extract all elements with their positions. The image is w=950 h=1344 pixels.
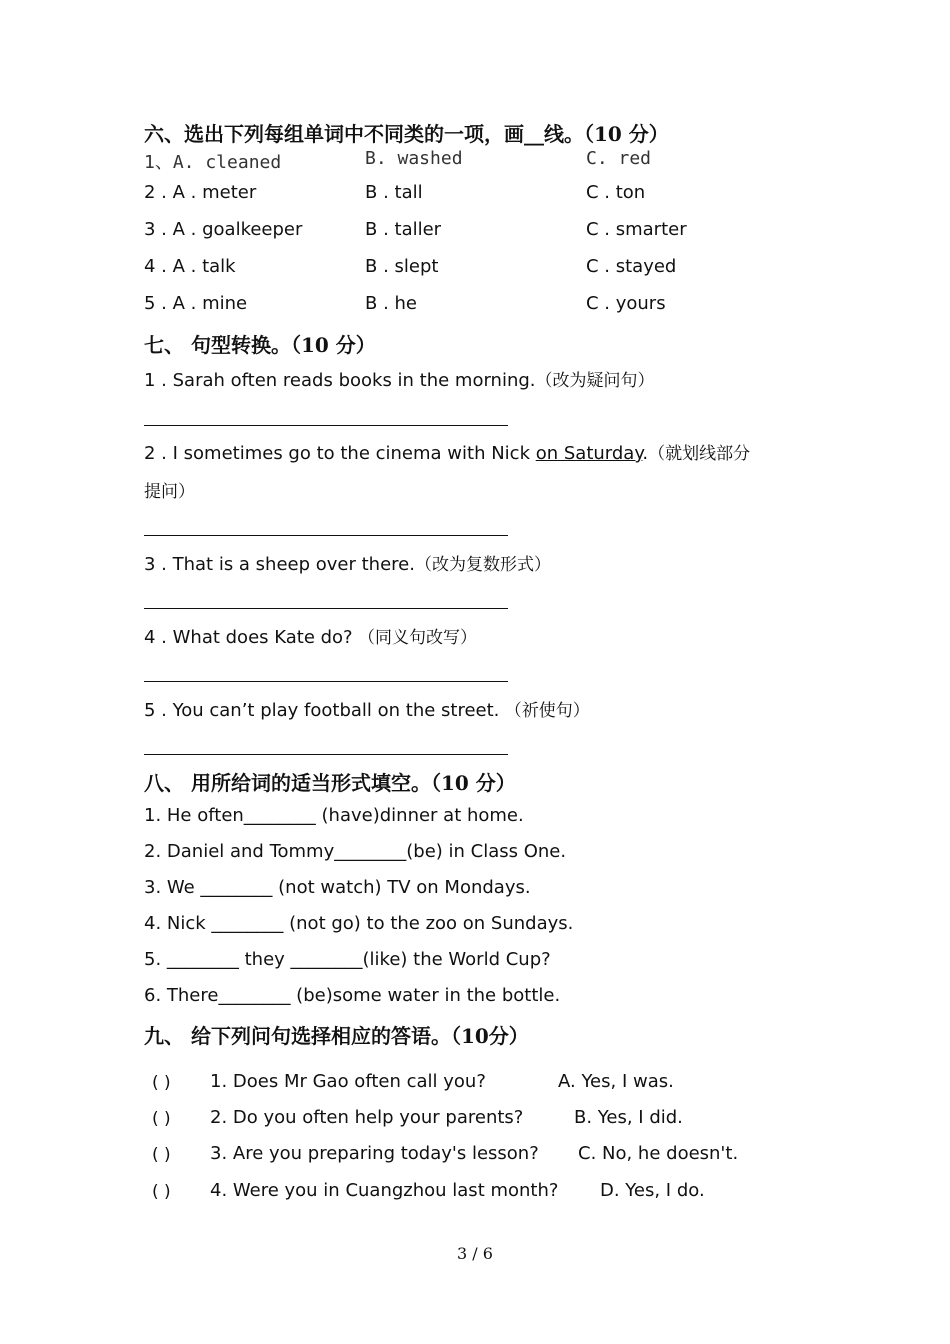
s7-q5-text: 5 . You can’t play football on the street.: [144, 700, 500, 721]
s7-answer-line-1[interactable]: [144, 425, 508, 426]
s7-q3-text: 3 . That is a sheep over there.: [144, 554, 415, 575]
s6-row1-option-c: C. red: [586, 148, 652, 169]
s7-answer-line-2[interactable]: [144, 535, 508, 536]
s8-item-4: 4. Nick ________ (not go) to the zoo on Sundays.: [144, 913, 574, 934]
section-9-heading: 九、 给下列问句选择相应的答语。（10分）: [144, 1024, 529, 1048]
s7-q4-instruction: （同义句改写）: [352, 628, 478, 648]
s6-row3-option-b: B . taller: [365, 219, 442, 240]
s7-answer-line-3[interactable]: [144, 608, 508, 609]
s7-q2-period: .: [642, 443, 649, 464]
s6-row2-option-b: B . tall: [365, 182, 423, 203]
s7-q2-text: 2 . I sometimes go to the cinema with Nick: [144, 443, 536, 464]
s8-item-2: 2. Daniel and Tommy________(be) in Class One.: [144, 841, 567, 862]
s6-row2-option-c: C . ton: [586, 182, 646, 203]
s7-q2-instruction: （就划线部分: [648, 444, 751, 464]
s6-row1-option-b: B. washed: [365, 148, 463, 169]
s9-answer-paren-4[interactable]: ( ): [152, 1182, 171, 1202]
s6-row5-option-a: 5 . A . mine: [144, 293, 248, 314]
s6-row4-option-c: C . stayed: [586, 256, 677, 277]
s8-item-3: 3. We ________ (not watch) TV on Mondays.: [144, 877, 531, 898]
s7-q1-instruction: （改为疑问句）: [535, 371, 655, 391]
s7-answer-line-5[interactable]: [144, 754, 508, 755]
s7-q4-text: 4 . What does Kate do?: [144, 627, 353, 648]
s7-q2-underlined-phrase: on Saturday: [535, 443, 643, 464]
s7-question-1: [144, 366, 655, 391]
s6-row4-option-a: 4 . A . talk: [144, 256, 236, 277]
s9-answer-option-a: A. Yes, I was.: [558, 1071, 674, 1092]
s6-row5-option-b: B . he: [365, 293, 417, 314]
s6-row1-option-a: 1、A. cleaned: [144, 152, 282, 173]
s9-question-2: 2. Do you often help your parents?: [210, 1107, 524, 1128]
s7-question-4: [144, 623, 477, 648]
section-6-heading: 六、选出下列每组单词中不同类的一项，画__线。（10 分）: [144, 122, 669, 146]
s8-item-1: 1. He often________ (have)dinner at home.: [144, 805, 524, 826]
s9-answer-paren-3[interactable]: ( ): [152, 1145, 171, 1165]
s7-question-2: [144, 439, 750, 464]
page-number: 3 / 6: [457, 1244, 493, 1263]
s7-q5-instruction: （祈使句）: [499, 701, 590, 721]
s6-row4-option-b: B . slept: [365, 256, 439, 277]
s9-question-4: 4. Were you in Cuangzhou last month?: [210, 1180, 559, 1201]
s8-item-6: 6. There________ (be)some water in the bottle.: [144, 985, 561, 1006]
s6-row3-option-c: C . smarter: [586, 219, 687, 240]
s9-answer-paren-1[interactable]: ( ): [152, 1073, 171, 1093]
s6-row2-option-a: 2 . A . meter: [144, 182, 257, 203]
s7-question-5: [144, 696, 590, 721]
s7-q1-text: 1 . Sarah often reads books in the morning.: [144, 370, 536, 391]
s6-row5-option-c: C . yours: [586, 293, 666, 314]
s7-question-3: [144, 550, 551, 575]
s9-question-3: 3. Are you preparing today's lesson?: [210, 1143, 539, 1164]
s9-answer-option-d: D. Yes, I do.: [600, 1180, 705, 1201]
s9-question-1: 1. Does Mr Gao often call you?: [210, 1071, 486, 1092]
s8-item-5: 5. ________ they ________(like) the World Cup?: [144, 949, 551, 970]
s7-answer-line-4[interactable]: [144, 681, 508, 682]
s7-q2-instruction-cont: 提问）: [144, 482, 195, 502]
s9-answer-paren-2[interactable]: ( ): [152, 1109, 171, 1129]
s9-answer-option-b: B. Yes, I did.: [574, 1107, 683, 1128]
s6-row3-option-a: 3 . A . goalkeeper: [144, 219, 303, 240]
section-7-heading: 七、 句型转换。（10 分）: [144, 333, 376, 357]
s9-answer-option-c: C. No, he doesn't.: [578, 1143, 739, 1164]
s7-q3-instruction: （改为复数形式）: [414, 555, 551, 575]
section-8-heading: 八、 用所给词的适当形式填空。（10 分）: [144, 771, 516, 795]
